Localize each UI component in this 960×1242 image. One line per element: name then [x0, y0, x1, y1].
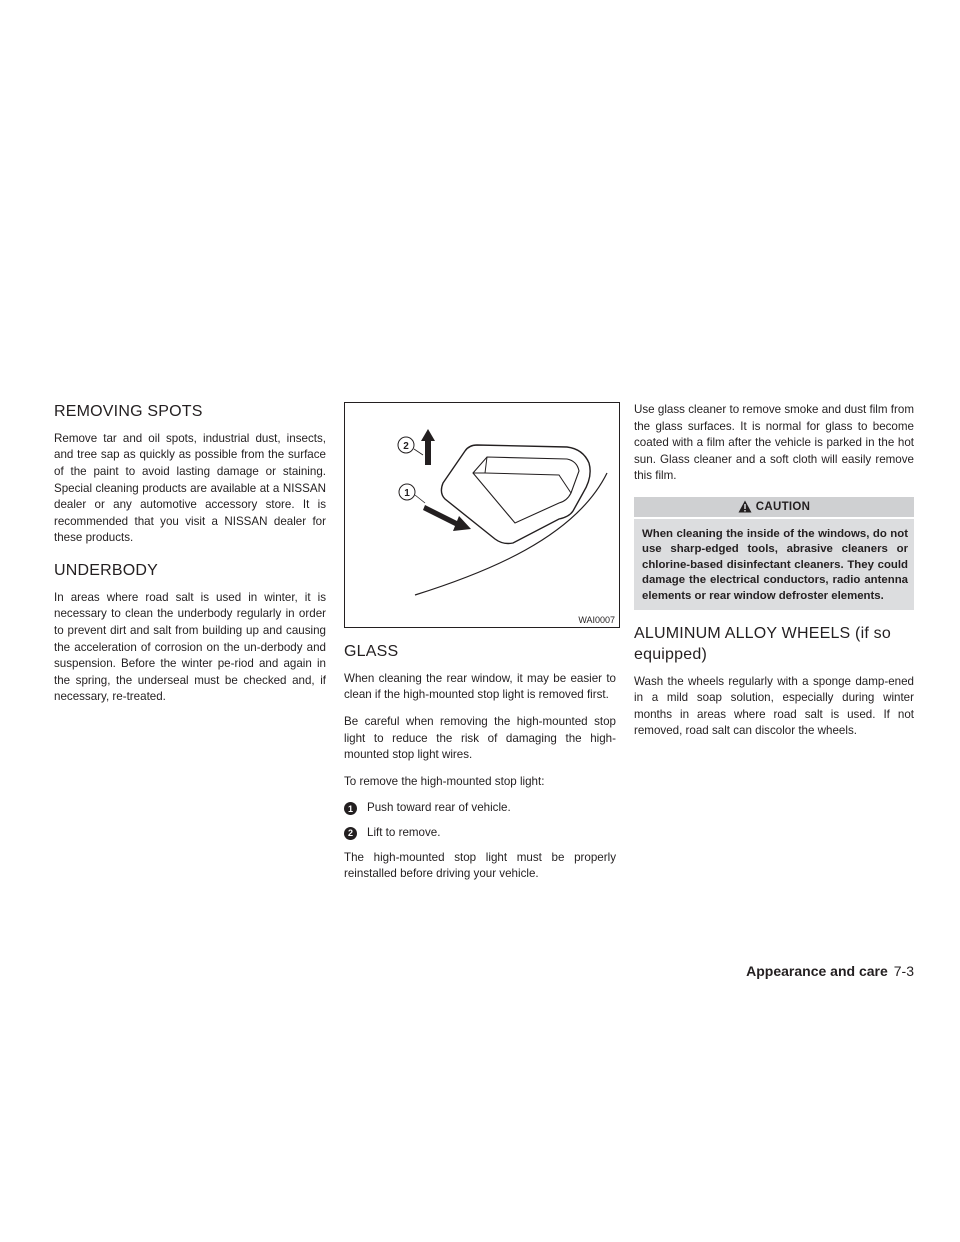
figure-code: WAI0007 [578, 615, 615, 625]
step-number: 2 [344, 827, 357, 840]
step-number: 1 [344, 802, 357, 815]
column-right [634, 402, 914, 750]
text-glass-2: Be careful when removing the high-mounted stop light to reduce the risk of damaging the high-mounted stop light wires. [344, 714, 616, 762]
caution-title: CAUTION [755, 500, 811, 513]
step-text: Lift to remove. [367, 825, 441, 839]
step-2 [344, 825, 616, 842]
text-glass-4: The high-mounted stop light must be properly reinstalled before driving your vehicle. [344, 850, 616, 881]
callout-1: 1 [404, 488, 410, 499]
heading-removing-spots: REMOVING SPOTS [54, 403, 203, 420]
heading-wheels: ALUMINUM ALLOY WHEELS (if so equipped) [634, 625, 891, 663]
text-underbody: In areas where road salt is used in winter, it is necessary to clean the underbody regularly in order to prevent dirt and salt from building up and causing the acceleration of corrosion on the un-derbody and suspension. Before the winter pe-riod and again in the spring, the underseal must be checked and, if necessary, re-treated. [54, 590, 326, 704]
stop-light-illustration [345, 403, 619, 627]
warning-icon [738, 500, 752, 513]
heading-underbody: UNDERBODY [54, 561, 159, 579]
step-text: Push toward rear of vehicle. [367, 801, 511, 815]
caution-text: When cleaning the inside of the windows, do not use sharp-edged tools, abrasive cleaners or chlorine-based disinfectant cleaners. They could damage the electrical conductors, radio antenna elements or rear window defroster elements. [634, 519, 914, 610]
page-number: 7-3 [893, 963, 914, 979]
text-glass-1: When cleaning the rear window, it may be easier to clean if the high-mounted stop light is removed first. [344, 671, 616, 702]
text-removing-spots: Remove tar and oil spots, industrial dust, insects, and tree sap as quickly as possible from the surface of the paint to avoid lasting damage or staining. Special cleaning products are available at a NISSAN dealer or any automotive accessory store. It is recommended that you visit a NISSAN dealer for these products. [54, 431, 326, 545]
column-left [54, 402, 326, 716]
heading-glass: GLASS [344, 643, 399, 660]
page-footer [746, 963, 914, 979]
callout-2: 2 [403, 441, 409, 452]
column-middle [344, 402, 616, 893]
footer-section: Appearance and care [746, 963, 888, 979]
text-glass-continued: Use glass cleaner to remove smoke and dust film from the glass surfaces. It is normal for glass to become coated with a film after the vehicle is parked in the hot sun. Glass cleaner and a soft cloth will easily remove this film. [634, 403, 914, 483]
caution-header [634, 497, 914, 517]
caution-box [634, 497, 914, 610]
step-1 [344, 800, 616, 817]
text-wheels: Wash the wheels regularly with a sponge damp-ened in a mild soap solution, especially during winter months in areas where road salt is used. If not removed, road salt can discolor the wheels. [634, 674, 914, 738]
stop-light-figure [344, 402, 620, 628]
text-glass-3: To remove the high-mounted stop light: [344, 774, 545, 788]
